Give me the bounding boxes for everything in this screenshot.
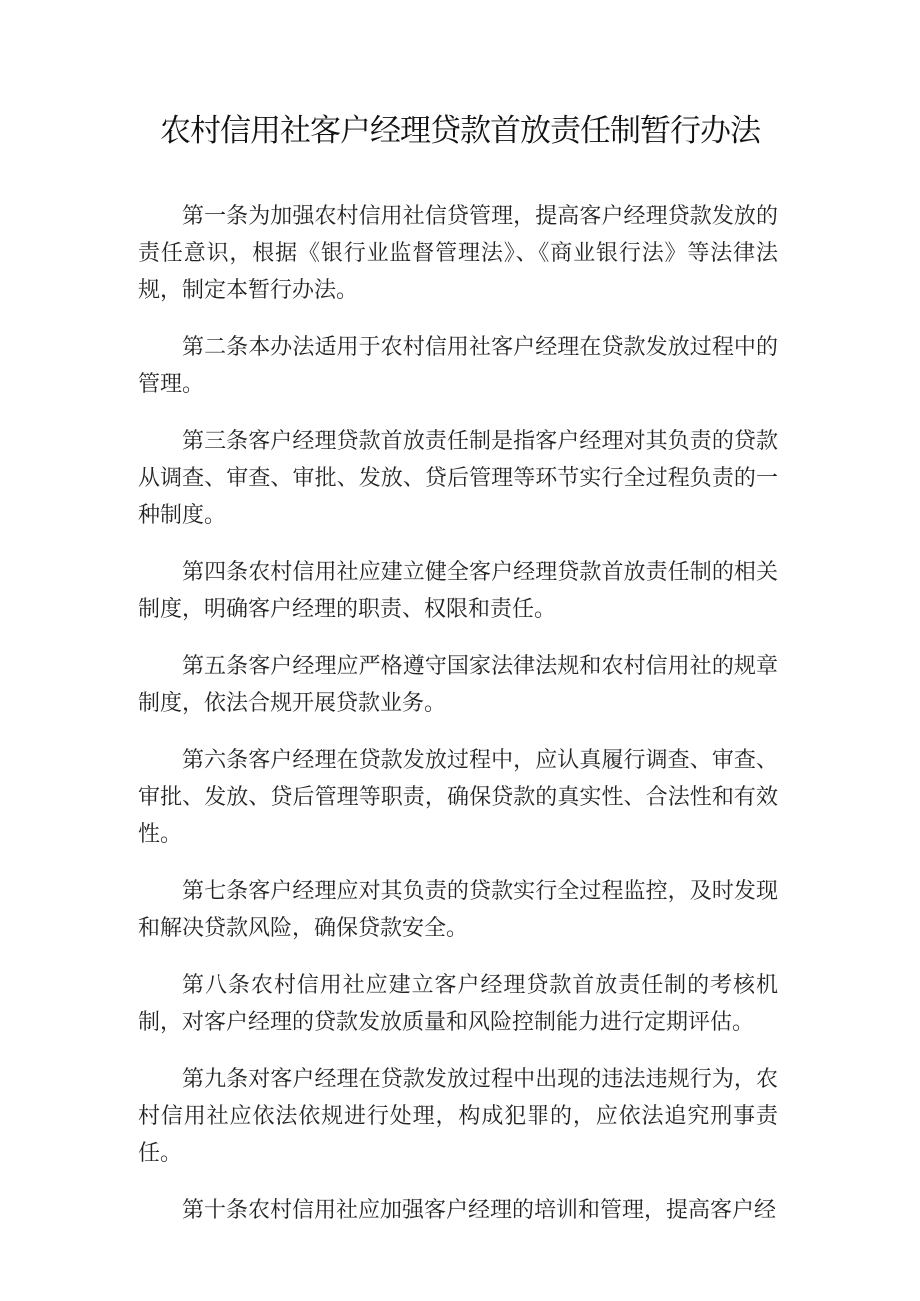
article-8: 第八条农村信用社应建立客户经理贷款首放责任制的考核机制，对客户经理的贷款发放质量和风险控制能力进行定期评估。 xyxy=(138,973,778,1035)
article-10: 第十条农村信用社应加强客户经理的培训和管理，提高客户经 xyxy=(182,1198,777,1223)
article-2: 第二条本办法适用于农村信用社客户经理在贷款发放过程中的管理。 xyxy=(138,335,778,397)
document-body xyxy=(138,198,778,1249)
article-3: 第三条客户经理贷款首放责任制是指客户经理对其负责的贷款从调查、审查、审批、发放、贷后管理等环节实行全过程负责的一种制度。 xyxy=(138,429,778,528)
document-title: 农村信用社客户经理贷款首放责任制暂行办法 xyxy=(160,113,760,149)
article-1: 第一条为加强农村信用社信贷管理，提高客户经理贷款发放的责任意识，根据《银行业监督管理法》、《商业银行法》等法律法规，制定本暂行办法。 xyxy=(138,204,778,303)
article-9: 第九条对客户经理在贷款发放过程中出现的违法违规行为，农村信用社应依法依规进行处理，构成犯罪的，应依法追究刑事责任。 xyxy=(138,1067,778,1166)
article-6: 第六条客户经理在贷款发放过程中，应认真履行调查、审查、审批、发放、贷后管理等职责，确保贷款的真实性、合法性和有效性。 xyxy=(138,748,778,847)
article-7: 第七条客户经理应对其负责的贷款实行全过程监控，及时发现和解决贷款风险，确保贷款安全。 xyxy=(138,879,778,941)
article-5: 第五条客户经理应严格遵守国家法律法规和农村信用社的规章制度，依法合规开展贷款业务。 xyxy=(138,654,778,716)
article-4: 第四条农村信用社应建立健全客户经理贷款首放责任制的相关制度，明确客户经理的职责、权限和责任。 xyxy=(138,560,778,622)
